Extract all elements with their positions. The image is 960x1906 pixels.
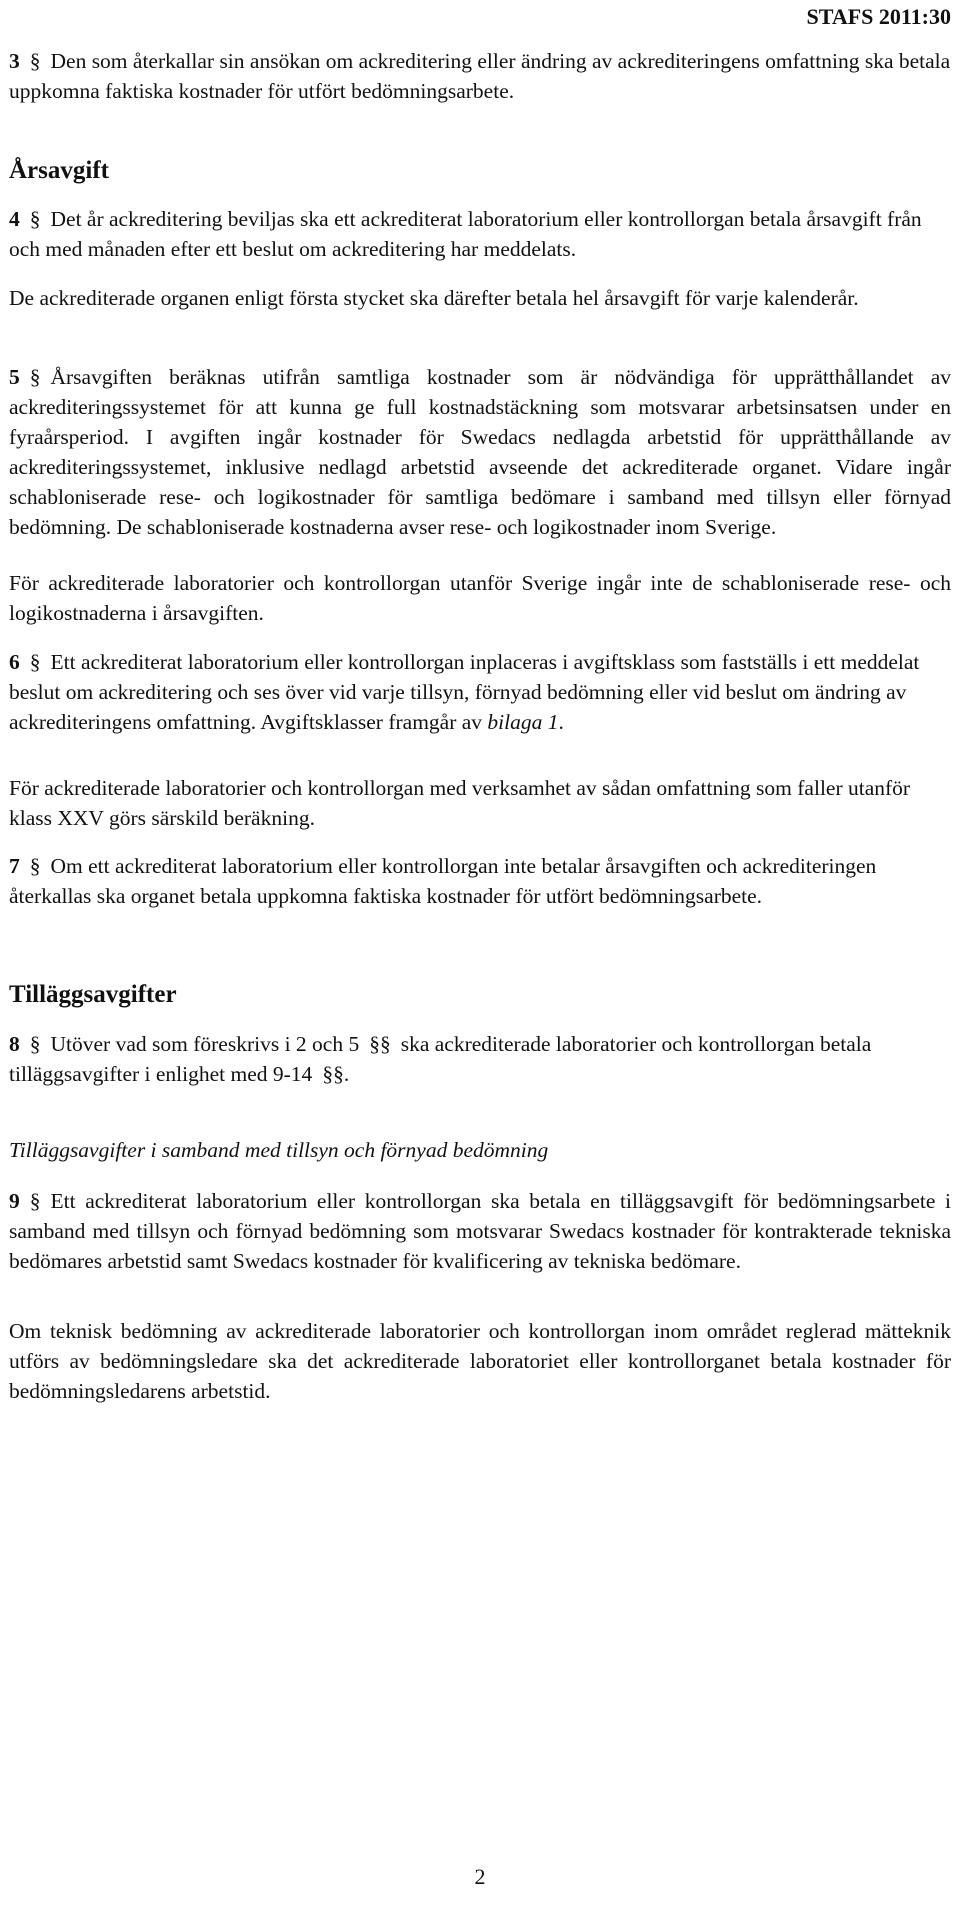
section-4-text: Det år ackreditering beviljas ska ett ackrediterat laboratorium eller kontrollorgan betala årsavgift från och med månaden efter ett beslut om ackreditering har meddelats. — [9, 207, 922, 261]
page-number: 2 — [474, 1864, 486, 1889]
heading-arsavgift: Årsavgift — [9, 157, 109, 184]
section-number: 6 — [9, 650, 20, 674]
section-number: 5 — [9, 365, 20, 389]
section-7-text: Om ett ackrediterat laboratorium eller kontrollorgan inte betalar årsavgiften och ackrediteringen återkallas ska organet betala uppkomna faktiska kostnader för utfört bedömningsarbete. — [9, 854, 877, 908]
section-number: 4 — [9, 207, 20, 231]
section-4 — [9, 204, 951, 264]
section-8 — [9, 1029, 951, 1089]
section-signs-icon: §§ — [322, 1062, 344, 1086]
section-9-paragraph — [9, 1186, 951, 1276]
appendix-reference: bilaga 1 — [487, 710, 559, 734]
section-5-paragraph — [9, 362, 951, 542]
subheading-tillsyn: Tilläggsavgifter i samband med tillsyn och förnyad bedömning — [9, 1138, 549, 1162]
paragraph-text: För ackrediterade laboratorier och kontrollorgan med verksamhet av sådan omfattning som faller utanför klass XXV görs särskild beräkning. — [9, 776, 911, 830]
section-6-paragraph — [9, 647, 951, 737]
section-8-text-b: ska ackrediterade laboratorier och kontrollorgan betala tilläggsavgifter i enlighet med 9-14 — [9, 1032, 872, 1086]
section-sign-icon: § — [29, 854, 41, 878]
document-id-header: STAFS 2011:30 — [806, 4, 951, 29]
section-8-text-a: Utöver vad som föreskrivs i 2 och 5 — [50, 1032, 360, 1056]
section-6-text: Ett ackrediterat laboratorium eller kontrollorgan inplaceras i avgiftsklass som fastställs i ett meddelat beslut om ackreditering och ses över vid varje tillsyn, förnyad bedömning eller vid beslut om ändring av ackrediteringens omfattning. Avgiftsklasser framgår av — [9, 650, 920, 734]
section-3-paragraph — [9, 46, 951, 106]
section-7-paragraph — [9, 851, 951, 911]
section-number: 3 — [9, 49, 20, 73]
section-5 — [9, 362, 951, 542]
section-9 — [9, 1186, 951, 1276]
section-sign-icon: § — [29, 207, 41, 231]
section-number: 7 — [9, 854, 20, 878]
subheading-tillsyn-block — [9, 1135, 951, 1165]
section-3-text: Den som återkallar sin ansökan om ackreditering eller ändring av ackrediteringens omfattning ska betala uppkomna faktiska kostnader för utfört bedömningsarbete. — [9, 49, 951, 103]
section-sign-icon: § — [29, 365, 41, 389]
section-5-text: Årsavgiften beräknas utifrån samtliga kostnader som är nödvändiga för upprätthållandet av ackrediteringssystemet för att kunna ge full kostnadstäckning som motsvarar arbetsinsatsen under en fyraårsperiod. I avgiften ingår kostnader för Swedacs nedlagda arbetstid för upprätthållande av ackrediteringssystemet, inklusive nedlagd arbetstid avseende det ackrediterade organet. Vidare ingår schabloniserade rese- och logikostnader för samtliga bedömare i samband med tillsyn eller förnyad bedömning. De schabloniserade kostnaderna avser rese- och logikostnader inom Sverige. — [9, 365, 951, 539]
section-sign-icon: § — [29, 49, 41, 73]
section-signs-icon: §§ — [369, 1032, 391, 1056]
section-number: 8 — [9, 1032, 20, 1056]
paragraph-text: De ackrediterade organen enligt första stycket ska därefter betala hel årsavgift för varje kalenderår. — [9, 286, 859, 310]
section-4-second-paragraph — [9, 283, 951, 313]
paragraph-text: För ackrediterade laboratorier och kontrollorgan utanför Sverige ingår inte de schabloniserade rese- och logikostnaderna i årsavgiften. — [9, 571, 951, 625]
section-4-paragraph — [9, 204, 951, 264]
paragraph-text: Om teknisk bedömning av ackrediterade laboratorier och kontrollorgan inom området reglerad mätteknik utförs av bedömningsledare ska det ackrediterade laboratoriet eller kontrollorganet betala kostnader för bedömningsledarens arbetstid. — [9, 1319, 951, 1403]
section-sign-icon: § — [29, 1189, 41, 1213]
punctuation: . — [558, 710, 564, 734]
heading-tillaggsavgifter: Tilläggsavgifter — [9, 981, 177, 1008]
section-9-second-paragraph — [9, 1316, 951, 1406]
section-5-second-paragraph — [9, 568, 951, 628]
section-sign-icon: § — [29, 1032, 41, 1056]
document-page — [9, 0, 951, 1906]
section-number: 9 — [9, 1189, 20, 1213]
heading-arsavgift-block — [9, 156, 951, 186]
section-3 — [9, 46, 951, 106]
section-6-second-paragraph — [9, 773, 951, 833]
heading-tillaggsavgifter-block — [9, 980, 951, 1010]
punctuation: . — [343, 1062, 350, 1086]
section-9-text: Ett ackrediterat laboratorium eller kontrollorgan ska betala en tilläggsavgift för bedömningsarbete i samband med tillsyn och förnyad bedömning som motsvarar Swedacs kostnader för kontrakterade tekniska bedömares arbetstid samt Swedacs kostnader för kvalificering av tekniska bedömare. — [9, 1189, 951, 1273]
section-7 — [9, 851, 951, 911]
section-sign-icon: § — [29, 650, 41, 674]
section-8-paragraph — [9, 1029, 951, 1089]
section-6 — [9, 647, 951, 737]
